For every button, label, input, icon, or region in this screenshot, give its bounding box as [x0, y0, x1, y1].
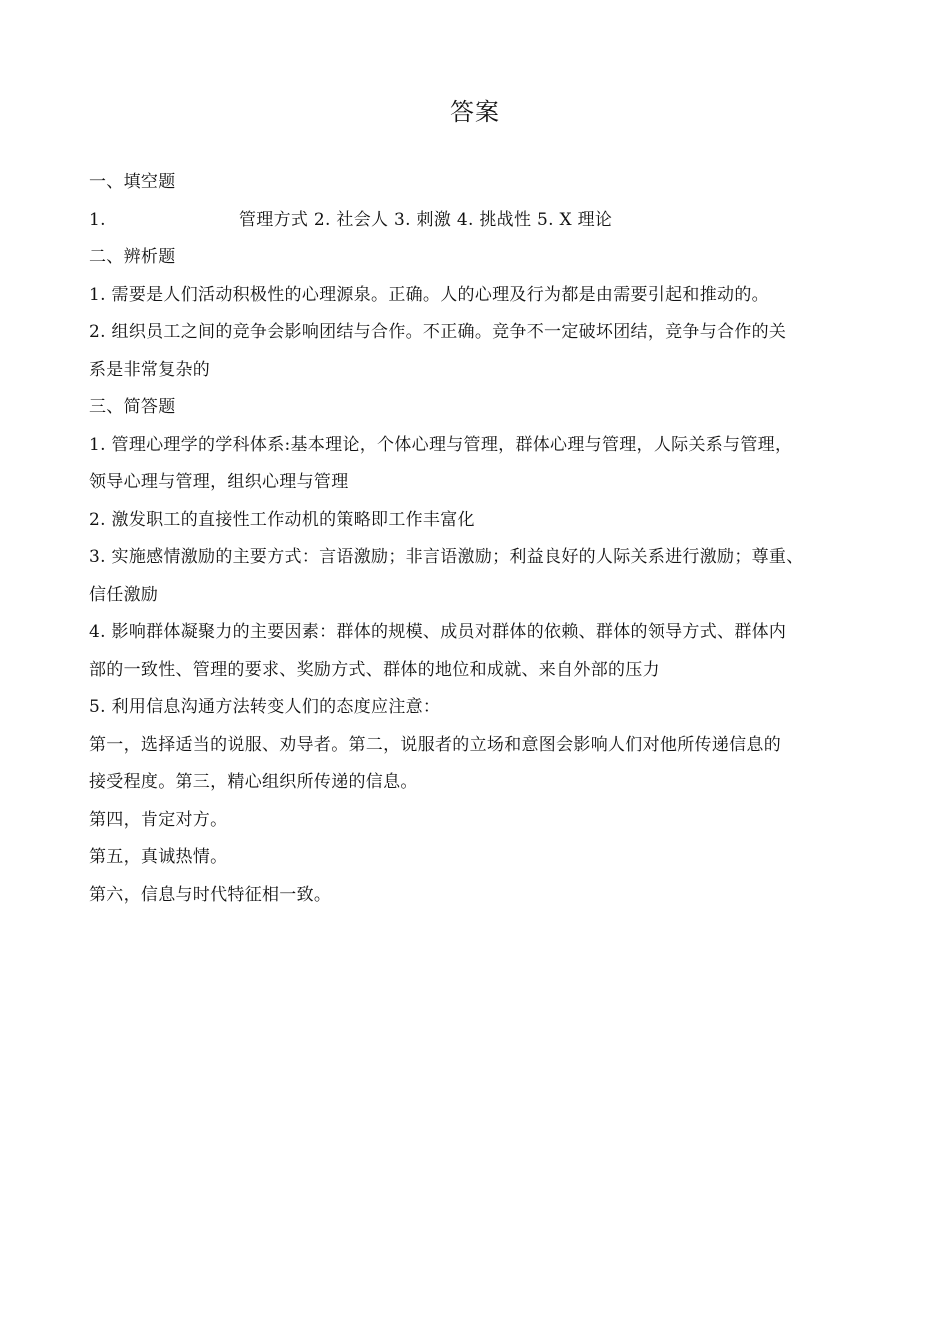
- section-heading-short-answer: 三、简答题: [89, 397, 176, 417]
- fill-blank-answer-text: 管理方式 2. 社会人 3. 刺激 4. 挑战性 5. X 理论: [239, 209, 613, 230]
- short-answer-5-first-continued: 接受程度。第三，精心组织所传递的信息。: [89, 772, 418, 792]
- short-answer-5-fifth: 第五，真诚热情。: [89, 847, 228, 867]
- analysis-answer-2: 2. 组织员工之间的竞争会影响团结与合作。不正确。竞争不一定破坏团结，竞争与合作的关: [89, 322, 787, 342]
- short-answer-4-continued: 部的一致性、管理的要求、奖励方式、群体的地位和成就、来自外部的压力: [89, 659, 660, 680]
- short-answer-3-continued: 信任激励: [89, 584, 159, 605]
- short-answer-5-first: 第一，选择适当的说服、劝导者。第二，说服者的立场和意图会影响人们对他所传递信息的: [89, 734, 781, 755]
- fill-blank-answers: [89, 202, 879, 240]
- page-title: 答案: [450, 98, 500, 126]
- short-answer-3: 3. 实施感情激励的主要方式：言语激励；非言语激励；利益良好的人际关系进行激励；尊重、: [89, 547, 804, 567]
- short-answer-2: 2. 激发职工的直接性工作动机的策略即工作丰富化: [89, 509, 475, 530]
- short-answer-4: 4. 影响群体凝聚力的主要因素：群体的规模、成员对群体的依赖、群体的领导方式、群体内: [89, 622, 787, 642]
- short-answer-1: 1. 管理心理学的学科体系:基本理论，个体心理与管理，群体心理与管理，人际关系与管理，: [89, 434, 793, 455]
- short-answer-1-continued: 领导心理与管理，组织心理与管理: [89, 472, 349, 492]
- short-answer-5-sixth: 第六，信息与时代特征相一致。: [89, 884, 332, 905]
- section-heading-analysis: 二、辨析题: [89, 247, 176, 267]
- short-answer-5: 5. 利用信息沟通方法转变人们的态度应注意：: [89, 697, 441, 717]
- fill-blank-number: 1.: [89, 209, 106, 230]
- section-heading-fill-blank: 一、填空题: [89, 172, 176, 192]
- short-answer-5-fourth: 第四，肯定对方。: [89, 809, 228, 830]
- answer-content: [89, 164, 879, 914]
- analysis-answer-2-continued: 系是非常复杂的: [89, 359, 211, 380]
- analysis-answer-1: 1. 需要是人们活动积极性的心理源泉。正确。人的心理及行为都是由需要引起和推动的。: [89, 284, 769, 305]
